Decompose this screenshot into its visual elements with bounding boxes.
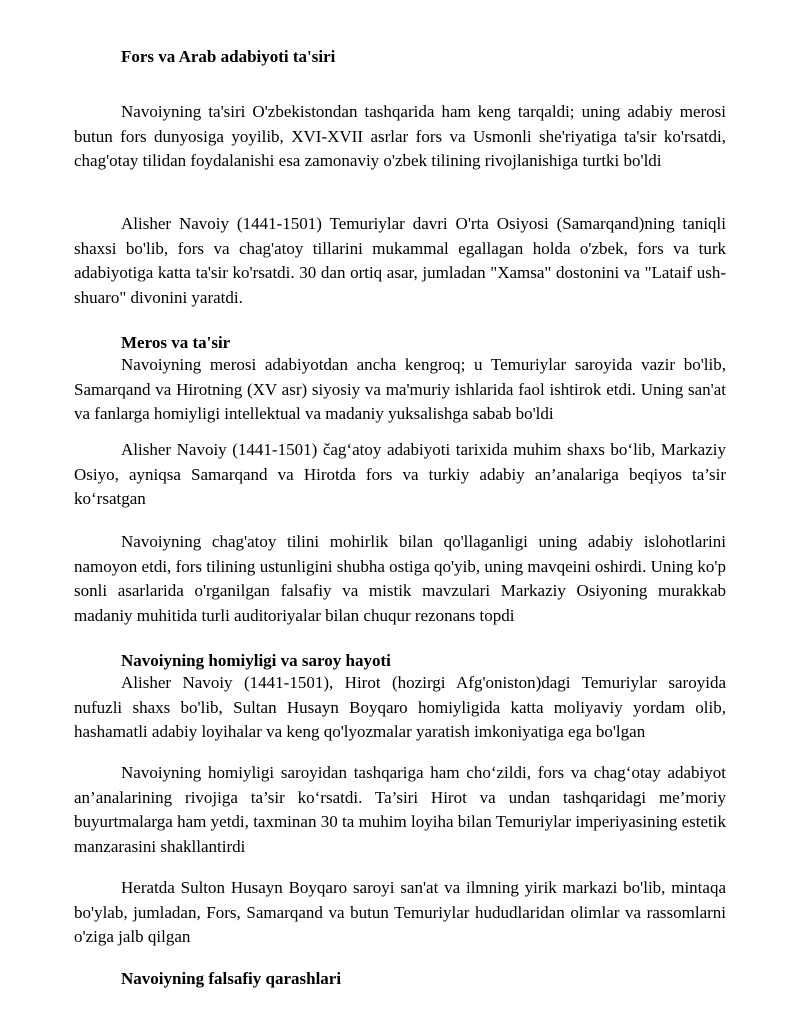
section-heading: Meros va ta'sir bbox=[121, 333, 231, 352]
paragraph: Navoiyning merosi adabiyotdan ancha kengroq; u Temuriylar saroyida vazir bo'lib, Samarqand va Hirotning (XV asr) siyosiy va ma'muriy ishlarida faol ishtirok etdi. Uning san'at va fanlarga homiyligi intellektual va madaniy yuksalishga sabab bo'ldi bbox=[74, 355, 726, 423]
section-heading: Navoiyning falsafiy qarashlari bbox=[121, 969, 342, 988]
section-heading: Fors va Arab adabiyoti ta'siri bbox=[121, 47, 336, 66]
paragraph: Alisher Navoiy (1441-1501) čag‘atoy adabiyoti tarixida muhim shaxs bo‘lib, Markaziy Osiyo, ayniqsa Samarqand va Hirotda fors va turkiy adabiy an’analariga beqiyos ta’sir ko‘rsatgan bbox=[74, 440, 726, 508]
paragraph: Heratda Sulton Husayn Boyqaro saroyi san'at va ilmning yirik markazi bo'lib, mintaqa bo'ylab, jumladan, Fors, Samarqand va butun Temuriylar hududlaridan olimlar va rassomlarni o'ziga jalb qilgan bbox=[74, 878, 726, 946]
paragraph: Alisher Navoiy (1441-1501) Temuriylar davri O'rta Osiyosi (Samarqand)ning taniqli shaxsi bo'lib, fors va chag'atoy tillarini mukammal egallagan holda o'zbek, fors va turk adabiyotiga katta ta'sir ko'rsatdi. 30 dan ortiq asar, jumladan "Xamsa" dostonini va "Lataif ush-shuaro" divonini yaratdi. bbox=[74, 214, 726, 307]
paragraph: Navoiyning ta'siri O'zbekistondan tashqarida ham keng tarqaldi; uning adabiy merosi butun fors dunyosiga yoyilib, XVI-XVII asrlar fors va Usmonli she'riyatiga ta'sir ko'rsatdi, chag'otay tilidan foydalanishi esa zamonaviy o'zbek tilining rivojlanishiga turtki bo'ldi bbox=[74, 102, 726, 170]
paragraph: Alisher Navoiy (1441-1501), Hirot (hozirgi Afg'oniston)dagi Temuriylar saroyida nufuzli shaxs bo'lib, Sultan Husayn Boyqaro homiyligida katta moliyaviy yordam olib, hashamatli adabiy loyihalar va keng qo'lyozmalar yaratish imkoniyatiga ega bo'lgan bbox=[74, 673, 726, 741]
paragraph: Navoiyning homiyligi saroyidan tashqariga ham cho‘zildi, fors va chag‘otay adabiyot an’analarining rivojiga ta’sir ko‘rsatdi. Ta’siri Hirot va undan tashqaridagi me’moriy buyurtmalarga ham yetdi, taxminan 30 ta muhim loyiha bilan Temuriylar imperiyasining estetik manzarasini shakllantirdi bbox=[74, 763, 726, 856]
section-heading: Navoiyning homiyligi va saroy hayoti bbox=[121, 651, 391, 670]
paragraph: Navoiyning chag'atoy tilini mohirlik bilan qo'llaganligi uning adabiy islohotlarini namoyon etdi, fors tilining ustunligini shubha ostiga qo'yib, uning mavqeini oshirdi. Uning ko'p sonli asarlarida o'rganilgan falsafiy va mistik mavzulari Markaziy Osiyoning murakkab madaniy muhitida turli auditoriyalar bilan chuqur rezonans topdi bbox=[74, 532, 726, 625]
